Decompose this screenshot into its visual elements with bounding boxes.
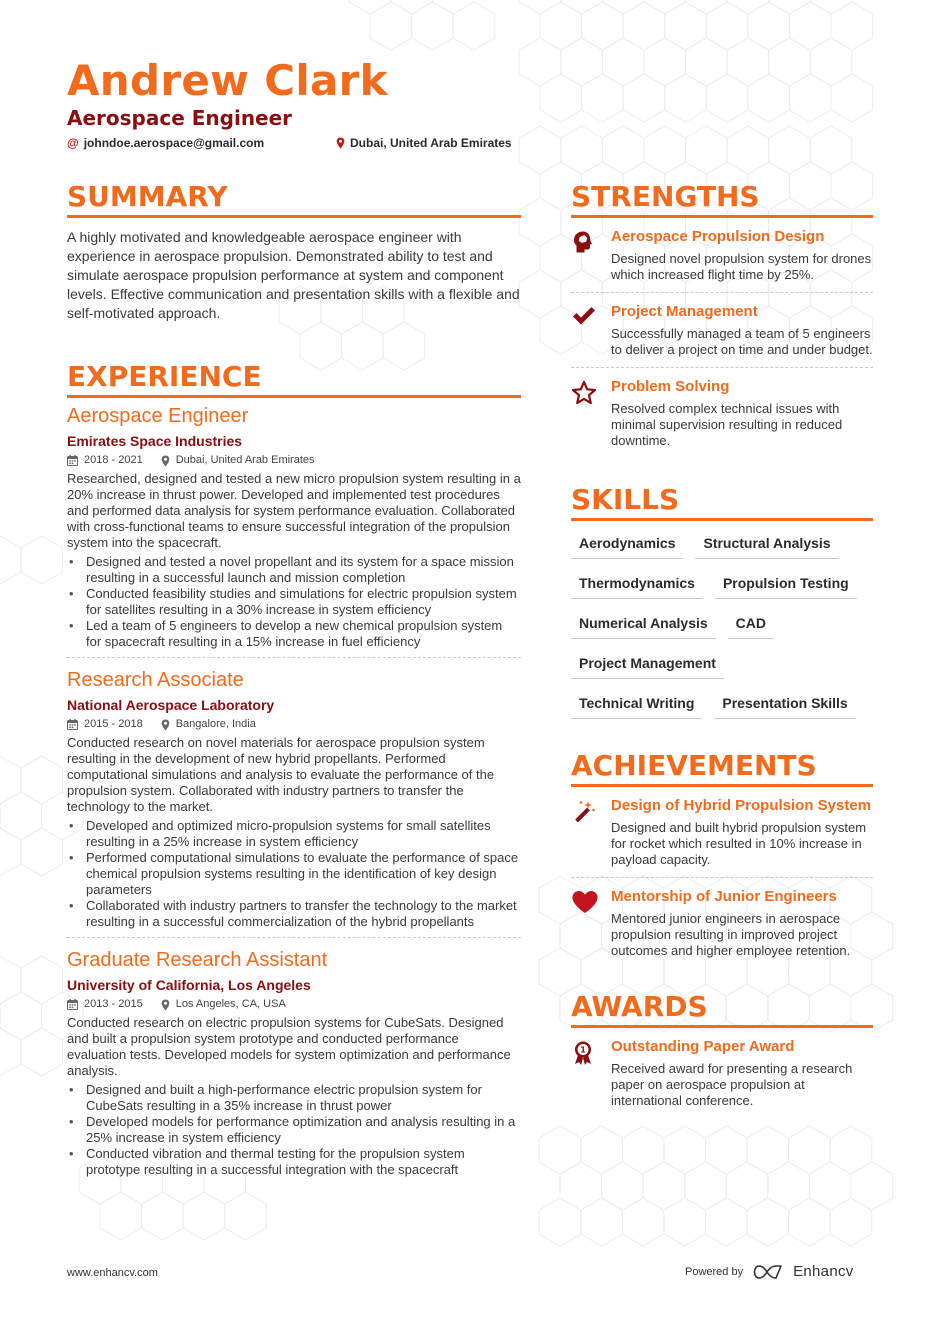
achievement-title: Mentorship of Junior Engineers (611, 888, 837, 905)
job-meta (67, 453, 521, 468)
calendar-icon (67, 455, 78, 466)
job-dates: 2015 - 2018 (84, 718, 143, 730)
experience-entry (67, 657, 521, 937)
strength-item (571, 367, 873, 458)
contact-email[interactable] (67, 136, 264, 150)
section-divider (571, 1025, 873, 1028)
award-title: Outstanding Paper Award (611, 1038, 795, 1055)
calendar-icon (67, 719, 78, 730)
achievement-text: Mentored junior engineers in aerospace propulsion resulting in improved project outcomes and higher employee retention. (611, 911, 851, 958)
strength-text: Successfully managed a team of 5 engineers to deliver a project on time and under budget. (611, 326, 873, 357)
award-text: Received award for presenting a research paper on aerospace propulsion at international conference. (611, 1061, 853, 1108)
awards-heading: AWARDS (571, 990, 708, 1023)
job-bullet: • Designed and built a high-performance electric propulsion system for CubeSats resulting in a 35% increase in thrust power (67, 1082, 521, 1114)
job-bullets (67, 818, 521, 930)
company-name: University of California, Los Angeles (67, 977, 311, 993)
achievement-text: Designed and built hybrid propulsion system for rocket which resulted in 10% increase in payload capacity. (611, 820, 867, 867)
experience-section (67, 360, 521, 1185)
left-column (67, 180, 521, 1185)
job-description: Researched, designed and tested a new micro propulsion system resulting in a 20% increase in thrust power. Developed and implemented test procedures and performed data analysis for system performance evaluation. Collaborated with cross-functional teams to ensure successful integration of the propulsion system into the spacecraft. (67, 471, 521, 550)
section-divider (67, 395, 521, 398)
enhancv-brand: Enhancv (793, 1263, 854, 1280)
strength-item (571, 228, 873, 292)
candidate-name: Andrew Clark (67, 56, 388, 105)
company-name: National Aerospace Laboratory (67, 697, 275, 713)
strength-text: Resolved complex technical issues with minimal supervision resulting in reduced downtime. (611, 401, 843, 448)
strength-item (571, 292, 873, 367)
calendar-icon (67, 999, 78, 1010)
job-dates: 2018 - 2021 (84, 454, 143, 466)
job-bullet: • Performed computational simulations to evaluate the performance of space chemical propulsion systems resulting in the identification of key design parameters (67, 850, 521, 898)
location-pin-icon (336, 137, 345, 149)
star-icon (571, 380, 597, 406)
award-item (571, 1038, 873, 1118)
achievement-item (571, 797, 873, 877)
skill-tag: Propulsion Testing (715, 571, 857, 599)
summary-section (67, 180, 521, 323)
job-meta (67, 717, 521, 732)
location-text: Dubai, United Arab Emirates (350, 136, 512, 150)
section-divider (571, 518, 873, 521)
awards-section (571, 990, 873, 1118)
job-bullet: • Conducted vibration and thermal testing for the propulsion system prototype resulting in a successful integration with the spacecraft (67, 1146, 521, 1178)
skill-tag: Technical Writing (571, 691, 702, 719)
svg-text:1: 1 (580, 1045, 586, 1055)
skill-tag: Numerical Analysis (571, 611, 716, 639)
section-divider (67, 215, 521, 218)
skill-tag: Presentation Skills (714, 691, 855, 719)
footer-powered-by[interactable] (685, 1263, 854, 1280)
job-bullet: • Designed and tested a novel propellant and its system for a space mission resulting in a successful launch and mission completion (67, 554, 521, 586)
experience-entry (67, 404, 521, 657)
job-title: Research Associate (67, 669, 244, 691)
strength-title: Problem Solving (611, 378, 730, 395)
job-bullet: • Developed models for performance optimization and analysis resulting in a 25% increase in system efficiency (67, 1114, 521, 1146)
achievement-item (571, 877, 873, 968)
job-description: Conducted research on novel materials for aerospace propulsion system resulting in the development of new hybrid propellants. Performed computational simulations and analysis to evaluate the performance of the propulsion system. Collaborated with industry partners to transfer the technology to the market. (67, 735, 495, 814)
location-pin-icon (161, 999, 170, 1011)
achievements-section (571, 749, 873, 968)
skills-list (571, 531, 873, 719)
company-name: Emirates Space Industries (67, 433, 243, 449)
job-location: Bangalore, India (175, 718, 256, 730)
job-location: Dubai, United Arab Emirates (175, 454, 315, 466)
at-sign-icon: @ (67, 136, 79, 150)
skill-tag: CAD (728, 611, 774, 639)
skill-tag: Project Management (571, 651, 724, 679)
experience-entry (67, 937, 521, 1185)
summary-heading: SUMMARY (67, 180, 228, 213)
strength-title: Project Management (611, 303, 758, 320)
skill-tag: Thermodynamics (571, 571, 703, 599)
job-bullet: • Led a team of 5 engineers to develop a new chemical propulsion system for spacecraft resulting in a 15% increase in fuel efficiency (67, 618, 521, 650)
strengths-heading: STRENGTHS (571, 180, 760, 213)
contact-location (336, 136, 512, 150)
job-dates: 2013 - 2015 (84, 998, 143, 1010)
job-bullet: • Developed and optimized micro-propulsion systems for small satellites resulting in a 25% increase in system efficiency (67, 818, 521, 850)
job-title: Aerospace Engineer (67, 405, 249, 427)
skills-heading: SKILLS (571, 483, 680, 516)
job-title: Graduate Research Assistant (67, 949, 328, 971)
job-meta (67, 997, 521, 1012)
skill-tag: Structural Analysis (695, 531, 838, 559)
summary-text: A highly motivated and knowledgeable aerospace engineer with experience in aerospace propulsion. Demonstrated ability to test and simulate aerospace propulsion performance at system and component levels. Effective communication and presentation skills with a flexible and self-motivated approach. (67, 229, 520, 321)
job-bullets (67, 554, 521, 650)
location-pin-icon (161, 719, 170, 731)
experience-heading: EXPERIENCE (67, 360, 262, 393)
award-medal-icon (571, 1040, 595, 1066)
section-divider (571, 215, 873, 218)
job-description: Conducted research on electric propulsion systems for CubeSats. Designed and built a propulsion system prototype and conducted performance evaluation tests. Developed models for system optimization and performance analysis. (67, 1015, 511, 1078)
section-divider (571, 784, 873, 787)
email-text: johndoe.aerospace@gmail.com (83, 136, 265, 150)
candidate-role: Aerospace Engineer (67, 106, 293, 130)
strength-title: Aerospace Propulsion Design (611, 228, 825, 245)
heart-icon (571, 890, 599, 914)
brain-head-icon (571, 230, 595, 254)
checkmark-icon (571, 305, 597, 327)
achievement-title: Design of Hybrid Propulsion System (611, 797, 872, 814)
footer-website-link[interactable]: www.enhancv.com (67, 1267, 158, 1279)
right-column (571, 180, 873, 1118)
job-bullets (67, 1082, 521, 1178)
strength-text: Designed novel propulsion system for drones which increased flight time by 25%. (611, 251, 872, 282)
enhancv-logo-icon (753, 1264, 783, 1280)
achievements-heading: ACHIEVEMENTS (571, 749, 817, 782)
strengths-section (571, 180, 873, 458)
experience-list (67, 404, 521, 1185)
powered-by-label: Powered by (685, 1265, 744, 1278)
skill-tag: Aerodynamics (571, 531, 683, 559)
job-bullet: • Conducted feasibility studies and simulations for electric propulsion system for satellites resulting in a 30% increase in system efficiency (67, 586, 521, 618)
job-bullet: • Collaborated with industry partners to transfer the technology to the market resulting in a successful commercialization of the hybrid propellants (67, 898, 521, 930)
magic-wand-icon (571, 799, 597, 825)
job-location: Los Angeles, CA, USA (175, 998, 286, 1010)
skills-section (571, 483, 873, 719)
location-pin-icon (161, 455, 170, 467)
